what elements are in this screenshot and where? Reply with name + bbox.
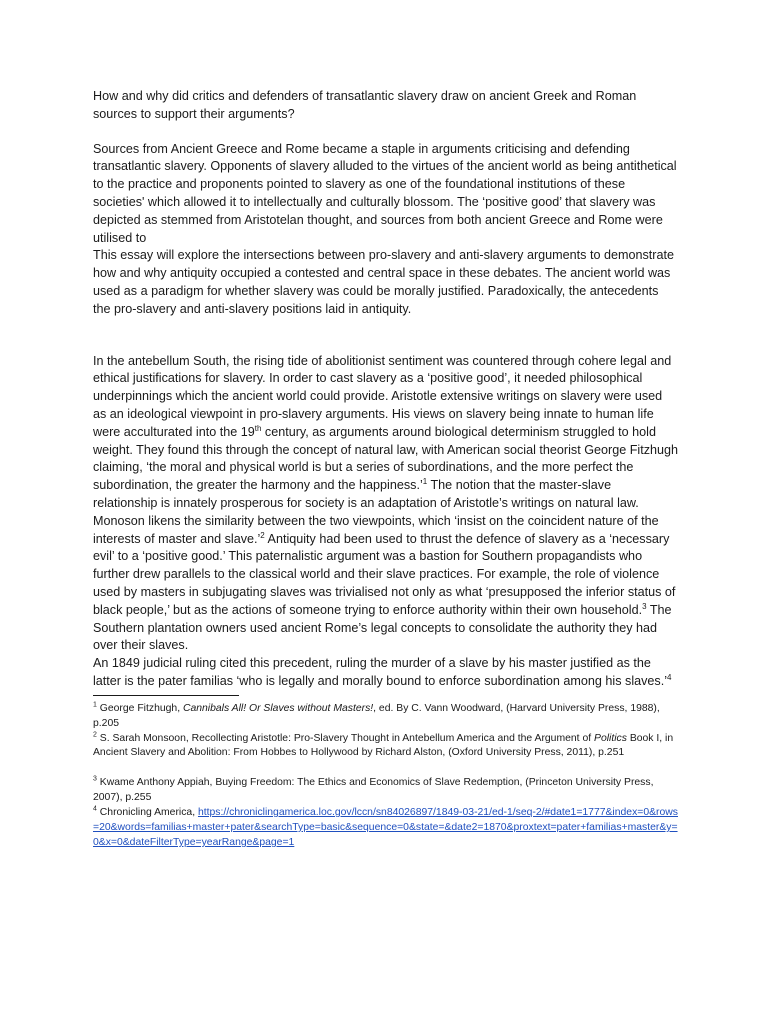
footnote-number: 3 [93, 775, 97, 783]
main-paragraph [93, 353, 678, 656]
ruling-text: An 1849 judicial ruling cited this precedent, ruling the murder of a slave by his master justified as the latter is the pater familias ‘who is legally and morally bound to enforce subordination among his slaves.’ [93, 656, 668, 688]
footnote-ref-3[interactable]: 3 [642, 601, 647, 611]
footnote-3 [93, 776, 678, 806]
main-text-2: century, as arguments around biological determinism struggled to hold weight. They found this through the concept of natural law, with American social theorist George Fitzhugh claiming, ‘the moral and physical world is but a series of subordinations, and the more perfect the subordination, the greater the harmony and the happiness.’ [93, 424, 679, 493]
footnote-text: Kwame Anthony Appiah, Buying Freedom: The Ethics and Economics of Slave Redemption, (Princeton University Press, 2007), p.255 [93, 777, 654, 804]
main-text-5: The Southern plantation owners used ancient Rome’s legal concepts to consolidate the authority they had over their slaves. [93, 602, 672, 653]
ruling-paragraph [93, 655, 678, 691]
essay-question: How and why did critics and defenders of transatlantic slavery draw on ancient Greek and Roman sources to support their arguments? [93, 89, 637, 121]
footnote-number: 2 [93, 731, 97, 739]
footnote-text: George Fitzhugh, [96, 702, 183, 714]
footnote-4 [93, 806, 678, 851]
superscript-th: th [254, 423, 262, 433]
footnote-text: Chronicling America, [96, 807, 198, 819]
main-text-3: The notion that the master-slave relationship is innately prosperous for society is an adaptation of Aristotle’s writings on natural law. Monoson likens the similarity between the two viewpoints, which ‘insist on the coincident nature of the interests of master and slave.’ [93, 478, 659, 546]
footnote-text: Book I, in Ancient Slavery and Abolition: From Hobbes to Hollywood by Richard Alston, (Oxford University Press, 2011), p.251 [93, 732, 674, 759]
footnote-ref-1[interactable]: 1 [422, 476, 428, 486]
footnote-text: S. Sarah Monsoon, Recollecting Aristotle: Pro-Slavery Thought in Antebellum America and the Argument of [96, 732, 595, 744]
document-page [93, 88, 678, 851]
footnote-book-title: Politics [594, 732, 627, 744]
thesis-paragraph: This essay will explore the intersections between pro-slavery and anti-slavery arguments to demonstrate how and why antiquity occupied a contested and central space in these debates. The ancient world was used as a paradigm for whether slavery was could be morally justified. Paradoxically, the antecedents the pro-slavery and anti-slavery positions laid in antiquity. [93, 248, 674, 316]
footnote-text: , ed. By C. Vann Woodward, (Harvard University Press, 1988), p.205 [93, 702, 660, 729]
footnote-number: 4 [93, 805, 97, 813]
intro-paragraph: Sources from Ancient Greece and Rome became a staple in arguments criticising and defending transatlantic slavery. Opponents of slavery alluded to the virtues of the ancient world as being antithetical to the practice and proponents pointed to slavery as one of the foundational institutions of these societies' which allowed it to intellectually and culturally blossom. The ‘positive good’ that slavery was depicted as stemmed from Aristotelan thought, and sources from both ancient Greece and Rome were utilised to [93, 141, 677, 245]
paragraph-gap [93, 319, 678, 353]
footnote-1 [93, 702, 678, 732]
footnote-2 [93, 732, 678, 762]
footnote-ref-2[interactable]: 2 [260, 530, 265, 540]
source-link[interactable]: https://chroniclingamerica.loc.gov/lccn/sn84026897/1849-03-21/ed-1/seq-2/#date1=1777&index=0&rows=20&words=familias+master+pater&searchType=basic&sequence=0&state=&date2=1870&proxtext=pater+familias+master&y=0&x=0&dateFilterType=yearRange&page=1 [93, 807, 678, 848]
main-text-1: In the antebellum South, the rising tide of abolitionist sentiment was countered through cohere legal and ethical justifications for slavery. In order to cast slavery as a ‘positive good’, it needed philosophical underpinnings which the ancient world could provide. Aristotle extensive writings on slavery were used as an ideological viewpoint in pro-slavery arguments. His views on slavery being innate to human life were acculturated into the 19 [93, 353, 672, 439]
footnote-separator [93, 695, 239, 696]
footnote-book-title: Cannibals All! Or Slaves without Masters! [182, 702, 374, 714]
footnote-ref-4[interactable]: 4 [667, 672, 672, 682]
footnote-number: 1 [93, 701, 97, 709]
footnote-gap [93, 761, 678, 776]
main-text-4: Antiquity had been used to thrust the defence of slavery as a ‘necessary evil’ to a ‘positive good.’ This paternalistic argument was a bastion for Southern propagandists who further drew parallels to the classical world and their slave practices. For example, the role of violence used by masters in subjugating slaves was trivialised not only as what ‘presupposed the inferior status of black people,’ but as the actions of someone trying to enforce authority within their own household. [93, 531, 676, 617]
